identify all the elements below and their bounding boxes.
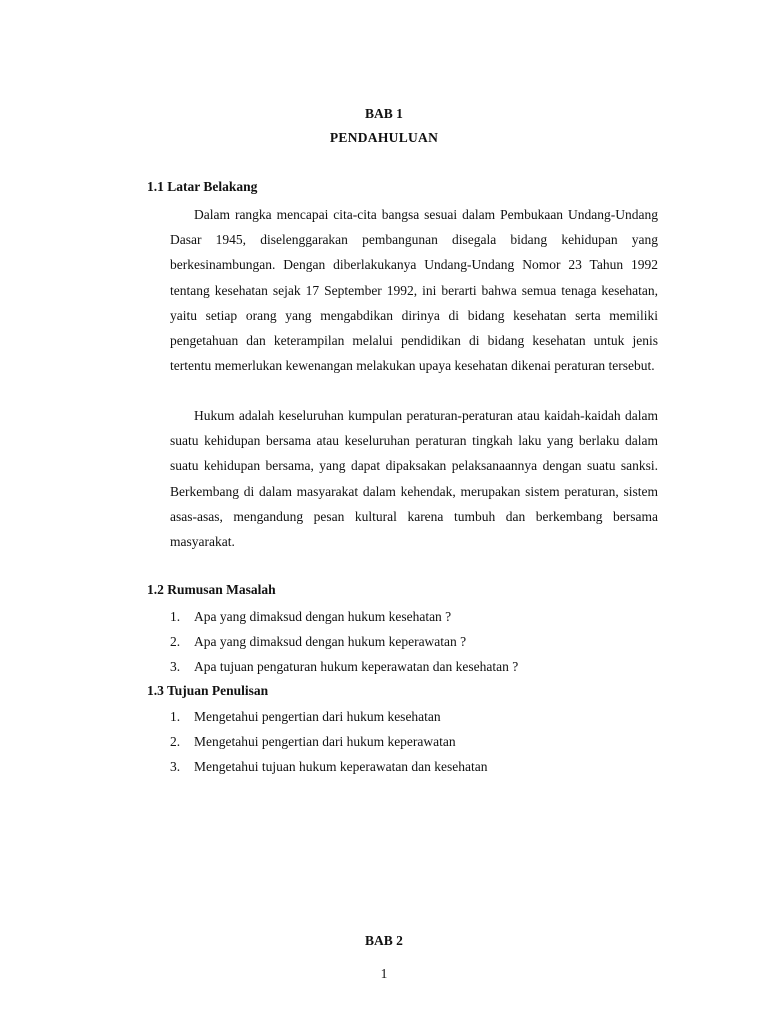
list-item-number: 3. [170, 659, 181, 675]
section-heading-tujuan-penulisan: 1.3 Tujuan Penulisan [147, 683, 269, 698]
list-item [170, 654, 658, 679]
paragraph-latar-belakang-1: Dalam rangka mencapai cita-cita bangsa sesuai dalam Pembukaan Undang-Undang Dasar 1945, diselenggarakan pembangunan disegala bidang kehidupan yang berkesinambungan. Dengan diberlakukanya Undang-Undang Nomor 23 Tahun 1992 tentang kesehatan sejak 17 September 1992, ini berarti bahwa semua tenaga kesehatan, yaitu setiap orang yang mengabdikan dirinya di bidang kesehatan serta memiliki pengetahuan dan keterampilan melalui pendidikan di bidang kesehatan untuk jenis tertentu memerlukan kewenangan melakukan upaya kesehatan dikenai peraturan tersebut. [170, 207, 658, 374]
list-item-text: Mengetahui tujuan hukum keperawatan dan kesehatan [194, 759, 488, 775]
page-number: 1 [380, 966, 388, 981]
rumusan-masalah-list [170, 604, 658, 680]
tujuan-penulisan-list [170, 704, 658, 780]
list-item-text: Mengetahui pengertian dari hukum kesehatan [194, 709, 441, 724]
list-item-number: 1. [170, 609, 181, 624]
list-item [170, 604, 658, 629]
section-heading-rumusan-masalah: 1.2 Rumusan Masalah [147, 582, 276, 597]
list-item-number: 2. [170, 634, 181, 650]
list-item [170, 729, 658, 754]
list-item-text: Mengetahui pengertian dari hukum keperawatan [194, 734, 456, 750]
list-item-text: Apa tujuan pengaturan hukum keperawatan dan kesehatan ? [194, 659, 519, 675]
section-heading-latar-belakang: 1.1 Latar Belakang [147, 179, 258, 194]
list-item-number: 3. [170, 759, 181, 775]
list-item [170, 704, 658, 729]
next-chapter-label: BAB 2 [365, 933, 403, 948]
list-item-number: 2. [170, 734, 181, 750]
list-item-number: 1. [170, 709, 181, 724]
list-item [170, 629, 658, 654]
list-item [170, 754, 658, 779]
chapter-label: BAB 1 [365, 106, 403, 121]
list-item-text: Apa yang dimaksud dengan hukum kesehatan ? [194, 609, 452, 624]
chapter-title: PENDAHULUAN [329, 130, 439, 145]
list-item-text: Apa yang dimaksud dengan hukum keperawatan ? [194, 634, 467, 650]
paragraph-latar-belakang-2: Hukum adalah keseluruhan kumpulan peraturan-peraturan atau kaidah-kaidah dalam suatu kehidupan bersama atau keseluruhan peraturan tingkah laku yang berlaku dalam suatu kehidupan bersama, yang dapat dipaksakan pelaksanaannya dengan suatu sanksi. Berkembang di dalam masyarakat dalam kehendak, merupakan sistem peraturan, sistem asas-asas, mengandung pesan kultural karena tumbuh dan berkembang bersama masyarakat. [170, 408, 658, 550]
